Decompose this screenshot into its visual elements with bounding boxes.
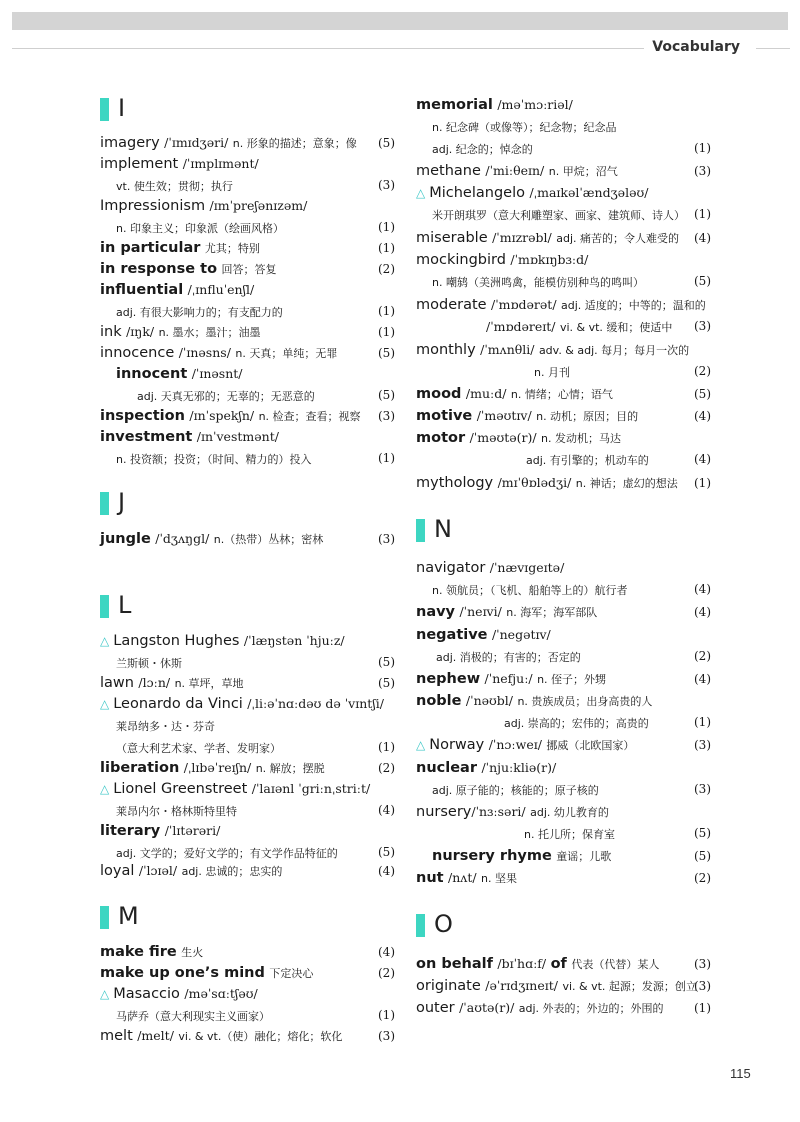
headword: Leonardo da Vinci xyxy=(113,696,243,712)
entry-investment xyxy=(100,428,279,446)
phonetic: /ˈnjuːkliə(r)/ xyxy=(481,760,557,775)
phonetic: /ˈneɪvi/ xyxy=(459,604,502,619)
phonetic: /ˈmʌnθli/ xyxy=(480,342,535,357)
definition-langston-hughes xyxy=(116,654,182,673)
phonetic: /ɪnˈspekʃn/ xyxy=(189,408,255,423)
definition: adj. 天真无邪的；无辜的；无恶意的 xyxy=(137,390,315,403)
definition: n. 印象主义；印象派（绘画风格） xyxy=(116,222,284,235)
phonetic: /ˈmɒdəreɪt/ xyxy=(486,319,556,334)
headword: investment xyxy=(100,429,193,445)
unit-number: (5) xyxy=(694,826,711,840)
entry-liberation xyxy=(100,759,325,778)
definition: adj. 有很大影响力的；有支配力的 xyxy=(116,306,283,319)
letter-label: N xyxy=(434,515,452,543)
phonetic: /ˈmɒkɪŋbɜːd/ xyxy=(510,252,589,267)
unit-number: (3) xyxy=(378,1029,395,1043)
headword: jungle xyxy=(100,531,151,547)
definition-navigator xyxy=(432,581,627,600)
entry-loyal xyxy=(100,862,282,881)
unit-number: (4) xyxy=(694,605,711,619)
definition-nuclear xyxy=(432,781,599,800)
definition: 莱昂内尔・格林斯特里特 xyxy=(116,805,237,818)
unit-number: (5) xyxy=(378,136,395,150)
entry-michelangelo xyxy=(416,184,648,202)
phonetic: /ˈɪmɪdʒəri/ xyxy=(164,135,229,150)
unit-number: (3) xyxy=(694,979,711,993)
unit-number: (1) xyxy=(378,740,395,754)
unit-number: (1) xyxy=(378,325,395,339)
headword: innocence xyxy=(100,345,175,361)
entry-influential xyxy=(100,281,254,299)
unit-number: (5) xyxy=(694,849,711,863)
definition-investment xyxy=(116,450,311,469)
entry-in-particular xyxy=(100,239,260,258)
definition: vi. & vt. 缓和；使适中 xyxy=(559,321,673,334)
definition: n. 动机；原因；目的 xyxy=(536,410,639,423)
headword: outer xyxy=(416,1000,455,1016)
letter-label: M xyxy=(118,902,139,930)
unit-number: (3) xyxy=(378,409,395,423)
entry-mood xyxy=(416,385,613,404)
headword: Masaccio xyxy=(113,986,180,1002)
headword: mythology xyxy=(416,475,494,491)
entry-leonardo-da-vinci xyxy=(100,695,384,713)
headword: implement xyxy=(100,156,179,172)
accent-bar xyxy=(100,492,109,515)
unit-number: (3) xyxy=(694,782,711,796)
definition: adj. 痛苦的；令人难受的 xyxy=(556,232,679,245)
definition: n. 领航员；（飞机、船舶等上的）航行者 xyxy=(432,584,628,597)
unit-number: (1) xyxy=(694,141,711,155)
definition: 下定决心 xyxy=(269,967,314,980)
phonetic: /məˈsɑːtʃəʊ/ xyxy=(184,986,258,1001)
unit-number: (5) xyxy=(378,655,395,669)
headword: Langston Hughes xyxy=(113,633,240,649)
phonetic: /ˈmɒdərət/ xyxy=(491,297,557,312)
headword: melt xyxy=(100,1028,133,1044)
definition-noble-adj xyxy=(504,714,649,733)
accent-bar xyxy=(100,98,109,121)
entry-ink xyxy=(100,323,261,342)
definition-masaccio xyxy=(116,1007,270,1026)
headword: on behalf xyxy=(416,956,493,972)
entry-mythology xyxy=(416,474,678,493)
definition: adj. 文学的；爱好文学的；有文学作品特征的 xyxy=(116,847,338,860)
definition: 马萨乔（意大利现实主义画家） xyxy=(116,1010,270,1023)
definition: adj. 适度的；中等的；温和的 xyxy=(561,299,706,312)
phonetic: /ˈdʒʌŋgl/ xyxy=(155,531,210,546)
definition: adj. 崇高的；宏伟的；高贵的 xyxy=(504,717,649,730)
phonetic: /ˈmɪzrəbl/ xyxy=(492,230,552,245)
definition: vi. & vt. 起源；发源；创立 xyxy=(562,980,697,993)
phonetic: /əˈrɪdʒɪneɪt/ xyxy=(485,978,558,993)
unit-number: (5) xyxy=(694,387,711,401)
headword: navy xyxy=(416,604,456,620)
entry-navigator xyxy=(416,559,564,577)
entry-in-response-to xyxy=(100,260,276,279)
top-bar xyxy=(12,12,788,30)
unit-number: (1) xyxy=(694,715,711,729)
letter-label: O xyxy=(434,910,453,938)
definition: 挪威（北欧国家） xyxy=(546,739,635,752)
unit-number: (2) xyxy=(694,364,711,378)
phonetic: /ɪmˈpreʃənɪzəm/ xyxy=(209,198,308,213)
definition: adj. 原子能的；核能的；原子核的 xyxy=(432,784,599,797)
definition: n.（热带）丛林；密林 xyxy=(213,533,324,546)
unit-number: (4) xyxy=(694,409,711,423)
definition: adj. 有引擎的；机动车的 xyxy=(526,454,649,467)
triangle-icon: △ xyxy=(100,782,110,796)
unit-number: (2) xyxy=(694,649,711,663)
definition: n. 托儿所；保育室 xyxy=(524,828,615,841)
phonetic: /lɔːn/ xyxy=(138,675,171,690)
unit-number: (3) xyxy=(694,738,711,752)
headword: make fire xyxy=(100,944,177,960)
entry-implement xyxy=(100,155,259,173)
definition-monthly-noun xyxy=(534,363,570,382)
definition: adj. 忠诚的；忠实的 xyxy=(181,865,283,878)
entry-noble xyxy=(416,692,652,711)
triangle-icon: △ xyxy=(100,634,110,648)
headword: Norway xyxy=(429,737,485,753)
unit-number: (4) xyxy=(694,231,711,245)
headword: influential xyxy=(100,282,184,298)
definition: adv. & adj. 每月；每月一次的 xyxy=(538,344,690,357)
headword: liberation xyxy=(100,760,180,776)
phonetic: /ˌmaɪkəlˈændʒələʊ/ xyxy=(529,185,649,200)
unit-number: (2) xyxy=(378,966,395,980)
definition-negative xyxy=(436,648,581,667)
definition-impressionism xyxy=(116,219,284,238)
definition: n. 甲烷；沼气 xyxy=(548,165,618,178)
unit-number: (5) xyxy=(378,346,395,360)
letter-label: I xyxy=(118,94,126,122)
definition-greenstreet xyxy=(116,802,237,821)
headword: mood xyxy=(416,386,462,402)
headword: nephew xyxy=(416,671,481,687)
entry-negative xyxy=(416,626,551,644)
headword: negative xyxy=(416,627,488,643)
entry-norway xyxy=(416,736,634,755)
letter-label: L xyxy=(118,591,132,619)
letter-label: J xyxy=(118,488,126,516)
phonetic: /ˌliːəˈnɑːdəʊ də ˈvɪntʃi/ xyxy=(247,696,384,711)
entry-moderate xyxy=(416,296,706,315)
header-title: Vocabulary xyxy=(652,39,740,55)
unit-number: (4) xyxy=(694,452,711,466)
unit-number: (4) xyxy=(694,672,711,686)
definition: n. 解放；摆脱 xyxy=(255,762,325,775)
definition-literary xyxy=(116,844,338,863)
triangle-icon: △ xyxy=(416,186,426,200)
triangle-icon: △ xyxy=(416,738,426,752)
entry-originate xyxy=(416,977,697,996)
headword: noble xyxy=(416,693,462,709)
unit-number: (3) xyxy=(694,319,711,333)
unit-number: (5) xyxy=(694,274,711,288)
entry-lionel-greenstreet xyxy=(100,780,370,798)
definition: n. 贵族成员；出身高贵的人 xyxy=(517,695,653,708)
unit-number: (3) xyxy=(694,957,711,971)
accent-bar xyxy=(416,519,425,542)
entry-imagery xyxy=(100,134,357,153)
entry-methane xyxy=(416,162,618,181)
entry-miserable xyxy=(416,229,679,248)
definition: n. 侄子；外甥 xyxy=(537,673,607,686)
definition: 尤其；特别 xyxy=(204,242,260,255)
entry-innocent xyxy=(116,365,243,383)
headword-of: of xyxy=(550,956,567,972)
phonetic: /melt/ xyxy=(137,1028,174,1043)
unit-number: (2) xyxy=(378,262,395,276)
definition: n. 海军；海军部队 xyxy=(506,606,598,619)
definition: n. 坚果 xyxy=(481,872,518,885)
headword: mockingbird xyxy=(416,252,506,268)
phonetic: /mɪˈθɒlədʒi/ xyxy=(497,475,572,490)
phonetic: /muːd/ xyxy=(465,386,507,401)
unit-number: (4) xyxy=(378,803,395,817)
entry-nursery-rhyme xyxy=(432,847,611,866)
unit-number: (5) xyxy=(378,845,395,859)
phonetic: /ˈnɜːsəri/ xyxy=(471,804,526,819)
definition: 回答；答复 xyxy=(221,263,277,276)
entry-inspection xyxy=(100,407,361,426)
page-number: 115 xyxy=(730,1066,751,1081)
headword: make up one’s mind xyxy=(100,965,265,981)
phonetic: /ɪnˈvestmənt/ xyxy=(196,429,279,444)
entry-nut xyxy=(416,869,517,888)
definition: n. 形象的描述；意象；像 xyxy=(232,137,357,150)
definition: adj. 外表的；外边的；外围的 xyxy=(518,1002,664,1015)
definition-moderate-verb xyxy=(486,318,672,337)
entry-nursery xyxy=(416,803,609,822)
entry-literary xyxy=(100,822,220,840)
phonetic: /ˈnævɪgeɪtə/ xyxy=(489,560,565,575)
definition-da-vinci-2 xyxy=(116,739,281,758)
headword: ink xyxy=(100,324,122,340)
phonetic: /ˈɪnəsnt/ xyxy=(191,366,243,381)
phonetic: /ˈnefjuː/ xyxy=(484,671,533,686)
phonetic: /ˈlæŋstən ˈhjuːz/ xyxy=(243,633,345,648)
unit-number: (3) xyxy=(694,164,711,178)
phonetic: /ˈɪmplɪmənt/ xyxy=(182,156,259,171)
unit-number: (5) xyxy=(378,676,395,690)
definition: n. 神话；虚幻的想法 xyxy=(575,477,678,490)
unit-number: (1) xyxy=(378,1008,395,1022)
unit-number: (1) xyxy=(694,1001,711,1015)
unit-number: (2) xyxy=(694,871,711,885)
header-rule-right xyxy=(756,48,790,49)
entry-melt xyxy=(100,1027,342,1046)
definition-memorial-1 xyxy=(432,118,616,137)
definition: n. 天真；单纯；无罪 xyxy=(235,347,338,360)
phonetic: /ɪŋk/ xyxy=(126,324,155,339)
phonetic: /ˌlɪbəˈreɪʃn/ xyxy=(183,760,252,775)
entry-langston-hughes xyxy=(100,632,345,650)
definition-nursery-noun xyxy=(524,825,615,844)
headword: nut xyxy=(416,870,444,886)
definition: （意大利艺术家、学者、发明家） xyxy=(116,742,281,755)
headword: inspection xyxy=(100,408,185,424)
phonetic: /ˈməʊtə(r)/ xyxy=(469,430,537,445)
headword: imagery xyxy=(100,135,160,151)
headword: memorial xyxy=(416,97,493,113)
definition-influential xyxy=(116,303,283,322)
headword: loyal xyxy=(100,863,135,879)
headword: in response to xyxy=(100,261,218,277)
headword: nuclear xyxy=(416,760,477,776)
headword: nursery xyxy=(416,804,472,820)
definition-michelangelo xyxy=(432,206,685,225)
definition: n. 草坪，草地 xyxy=(174,677,244,690)
headword: lawn xyxy=(100,675,134,691)
phonetic: /ˈmiːθeɪn/ xyxy=(485,163,545,178)
headword: Impressionism xyxy=(100,198,206,214)
entry-motive xyxy=(416,407,638,426)
phonetic: /ˈlɪtərəri/ xyxy=(164,823,221,838)
definition: n. 投资额；投资；（时间、精力的）投入 xyxy=(116,453,312,466)
headword: originate xyxy=(416,978,481,994)
entry-make-fire xyxy=(100,943,203,962)
headword: nursery rhyme xyxy=(432,848,552,864)
entry-jungle xyxy=(100,530,323,549)
unit-number: (4) xyxy=(694,582,711,596)
phonetic: /ˈlaɪənl ˈgriːnˌstriːt/ xyxy=(251,781,371,796)
headword: navigator xyxy=(416,560,486,576)
definition: 米开朗琪罗（意大利雕塑家、画家、建筑师、诗人） xyxy=(432,209,685,222)
phonetic: /ˈɪnəsns/ xyxy=(178,345,231,360)
definition: 兰斯顿・休斯 xyxy=(116,657,182,670)
accent-bar xyxy=(100,906,109,929)
phonetic: /bɪˈhɑːf/ xyxy=(497,956,547,971)
headword: motive xyxy=(416,408,473,424)
entry-masaccio xyxy=(100,985,258,1003)
definition-innocent xyxy=(137,387,315,406)
phonetic: /ˌɪnfluˈenʃl/ xyxy=(187,282,255,297)
unit-number: (2) xyxy=(378,761,395,775)
entry-outer xyxy=(416,999,664,1018)
phonetic: /ˈnɔːweɪ/ xyxy=(488,737,542,752)
entry-navy xyxy=(416,603,597,622)
unit-number: (4) xyxy=(378,864,395,878)
definition-memorial-2 xyxy=(432,140,533,159)
unit-number: (1) xyxy=(694,207,711,221)
unit-number: (5) xyxy=(378,388,395,402)
unit-number: (3) xyxy=(378,532,395,546)
phonetic: /nʌt/ xyxy=(448,870,477,885)
headword: miserable xyxy=(416,230,488,246)
entry-impressionism xyxy=(100,197,307,215)
phonetic: /ˈməʊtɪv/ xyxy=(476,408,532,423)
entry-mockingbird xyxy=(416,251,588,269)
definition: 童谣；儿歌 xyxy=(556,850,612,863)
accent-bar xyxy=(100,595,109,618)
phonetic: /məˈmɔːriəl/ xyxy=(497,97,573,112)
headword: motor xyxy=(416,430,466,446)
unit-number: (1) xyxy=(378,220,395,234)
accent-bar xyxy=(416,914,425,937)
headword: Lionel Greenstreet xyxy=(113,781,248,797)
definition: n. 纪念碑（或像等）；纪念物；纪念品 xyxy=(432,121,617,134)
headword: literary xyxy=(100,823,161,839)
definition: vi. & vt.（使）融化；熔化；软化 xyxy=(178,1030,343,1043)
definition: n. 嘲鸫（美洲鸣禽，能模仿别种鸟的鸣叫） xyxy=(432,276,644,289)
triangle-icon: △ xyxy=(100,697,110,711)
unit-number: (1) xyxy=(378,304,395,318)
definition: adj. 纪念的；悼念的 xyxy=(432,143,533,156)
definition: 莱昂纳多・达・芬奇 xyxy=(116,720,215,733)
headword: monthly xyxy=(416,342,476,358)
unit-number: (3) xyxy=(378,178,395,192)
headword: moderate xyxy=(416,297,487,313)
phonetic: /ˈaʊtə(r)/ xyxy=(459,1000,515,1015)
unit-number: (4) xyxy=(378,945,395,959)
definition: n. 月刊 xyxy=(534,366,570,379)
definition: vt. 使生效；贯彻；执行 xyxy=(116,180,233,193)
unit-number: (1) xyxy=(378,451,395,465)
entry-innocence xyxy=(100,344,337,363)
entry-make-up-ones-mind xyxy=(100,964,313,983)
unit-number: (1) xyxy=(694,476,711,490)
headword: in particular xyxy=(100,240,201,256)
phonetic: /ˈlɔɪəl/ xyxy=(138,863,178,878)
definition-mockingbird xyxy=(432,273,644,292)
definition-implement xyxy=(116,177,233,196)
triangle-icon: △ xyxy=(100,987,110,1001)
headword: innocent xyxy=(116,366,188,382)
definition: adj. 幼儿教育的 xyxy=(530,806,609,819)
entry-lawn xyxy=(100,674,244,693)
entry-nuclear xyxy=(416,759,556,777)
headword: Michelangelo xyxy=(429,185,525,201)
definition: n. 情绪；心情；语气 xyxy=(510,388,613,401)
definition: n. 发动机；马达 xyxy=(541,432,622,445)
definition-da-vinci-1 xyxy=(116,717,215,736)
definition: n. 墨水；墨汁；油墨 xyxy=(158,326,261,339)
entry-motor xyxy=(416,429,621,448)
header-rule xyxy=(12,48,644,49)
entry-nephew xyxy=(416,670,606,689)
headword: methane xyxy=(416,163,481,179)
entry-on-behalf-of xyxy=(416,955,659,974)
phonetic: /ˈnəʊbl/ xyxy=(465,693,513,708)
definition: adj. 消极的；有害的；否定的 xyxy=(436,651,581,664)
unit-number: (1) xyxy=(378,241,395,255)
definition: 生火 xyxy=(181,946,204,959)
definition: 代表（代替）某人 xyxy=(571,958,660,971)
phonetic: /ˈnegətɪv/ xyxy=(491,627,551,642)
entry-memorial xyxy=(416,96,573,114)
definition: n. 检查；查看；视察 xyxy=(258,410,361,423)
entry-monthly xyxy=(416,341,689,360)
definition-motor-adj xyxy=(526,451,649,470)
